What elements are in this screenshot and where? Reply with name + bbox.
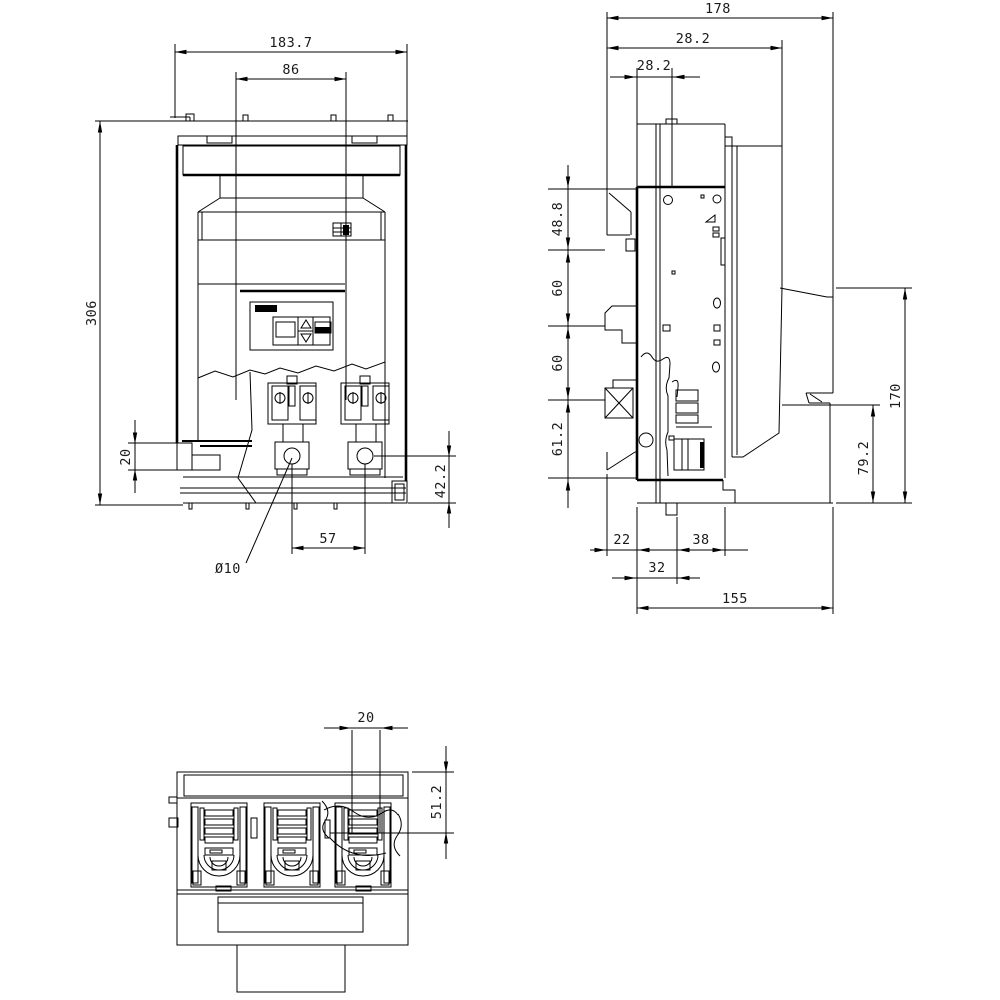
dim-side-body-depth — [607, 31, 782, 146]
dim-front-step-height — [118, 420, 195, 493]
dim-label-front-overall-width: 183.7 — [269, 35, 313, 51]
dim-label-side-seg-top: 48.8 — [550, 201, 566, 237]
dim-label-side-front-offset: 28.2 — [636, 58, 672, 74]
dim-label-front-hole-pitch: 57 — [319, 531, 337, 547]
dim-label-bottom-slot-depth: 51.2 — [429, 784, 445, 820]
dim-front-hole-diameter — [215, 458, 292, 577]
dim-label-side-38: 38 — [692, 532, 710, 548]
dim-label-front-inner-width: 86 — [282, 62, 300, 78]
side-rear-cover — [780, 288, 833, 503]
front-display-panel — [198, 284, 345, 350]
dim-label-side-155: 155 — [722, 591, 748, 607]
dim-label-side-right-height: 170 — [888, 383, 904, 409]
up-arrow-icon — [301, 320, 311, 328]
dim-label-front-overall-height: 306 — [84, 300, 100, 326]
front-terminal-right — [341, 376, 389, 475]
bottom-module-2 — [264, 803, 320, 887]
dim-side-rail-height — [782, 405, 880, 503]
dim-side-front-offset — [610, 58, 700, 124]
dim-label-side-32: 32 — [648, 560, 666, 576]
dim-label-front-step-height: 20 — [118, 448, 134, 466]
dim-label-bottom-channel-width: 20 — [357, 710, 375, 726]
down-arrow-icon — [301, 334, 311, 342]
dim-label-side-22: 22 — [613, 532, 631, 548]
side-fuse-panel — [725, 137, 782, 457]
dim-label-side-seg-bottom: 61.2 — [550, 421, 566, 457]
side-base-rail — [637, 480, 833, 515]
dim-side-overall-depth — [607, 1, 833, 297]
dim-label-front-hole-diameter: Ø10 — [215, 561, 241, 577]
side-detail-marks — [663, 195, 725, 372]
bottom-base — [216, 886, 371, 992]
dim-side-left-chain — [548, 165, 637, 508]
dim-label-side-body-depth: 28.2 — [675, 31, 711, 47]
dim-label-side-seg-mid2: 60 — [550, 354, 566, 372]
front-view — [84, 35, 456, 577]
dim-label-side-seg-mid1: 60 — [550, 279, 566, 297]
side-terminal-lugs — [605, 187, 637, 470]
dim-front-terminal-height — [374, 431, 456, 528]
side-view — [548, 1, 912, 614]
side-interior-break — [639, 353, 712, 476]
dim-label-front-terminal-height: 42.2 — [433, 463, 449, 499]
bottom-module-3 — [335, 803, 391, 887]
dim-label-side-rail-height: 79.2 — [856, 440, 872, 476]
dim-label-side-overall-depth: 178 — [705, 1, 731, 17]
front-indicator-icon — [333, 223, 351, 236]
front-outline — [170, 114, 408, 481]
bottom-view — [169, 710, 454, 992]
front-terminal-left — [268, 376, 316, 475]
bottom-module-1 — [191, 803, 247, 887]
dim-side-bottom-chain — [590, 474, 833, 614]
dim-side-right-height — [836, 288, 912, 503]
dim-front-inner-width — [236, 62, 346, 400]
dim-front-overall-height — [84, 121, 183, 505]
